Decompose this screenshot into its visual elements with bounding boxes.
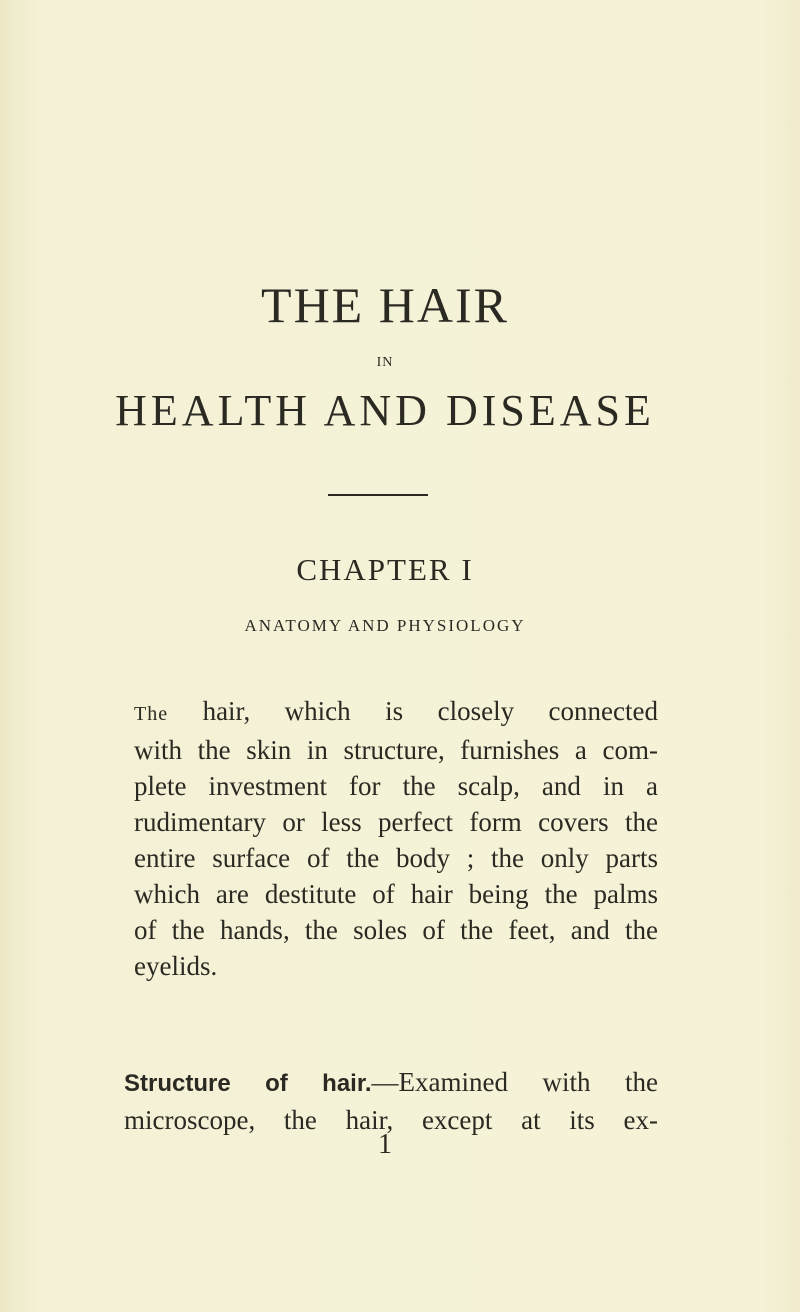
run-in-heading: Structure of hair. [124,1070,372,1097]
paragraph-line: rudimentary or less perfect form covers the [134,807,658,837]
chapter-heading: CHAPTER I [296,552,474,587]
paragraph-anatomy [96,693,658,984]
paragraph-line: which are destitute of hair being the palms [134,879,658,909]
paragraph-line: entire surface of the body ; the only parts [134,843,658,873]
title-connector: IN [376,355,394,370]
book-subtitle: HEALTH AND DISEASE [115,386,655,435]
lead-word: The [134,703,169,725]
paragraph-line: microscope, the hair, except at its ex- [124,1105,658,1135]
page-number: 1 [378,1129,392,1160]
paragraph-line: The hair, which is closely connected [134,696,658,726]
book-title: THE HAIR [261,277,509,333]
paragraph-structure [96,1064,658,1138]
paragraph-line: plete investment for the scalp, and in a [134,771,658,801]
section-heading: ANATOMY AND PHYSIOLOGY [244,616,526,635]
title-divider [328,494,428,496]
paragraph-line: eyelids. [134,951,218,981]
paragraph-line: Structure of hair.—Examined with the [124,1067,658,1097]
paragraph-line: with the skin in structure, furnishes a com- [134,735,658,765]
paragraph-line: of the hands, the soles of the feet, and the [134,915,658,945]
